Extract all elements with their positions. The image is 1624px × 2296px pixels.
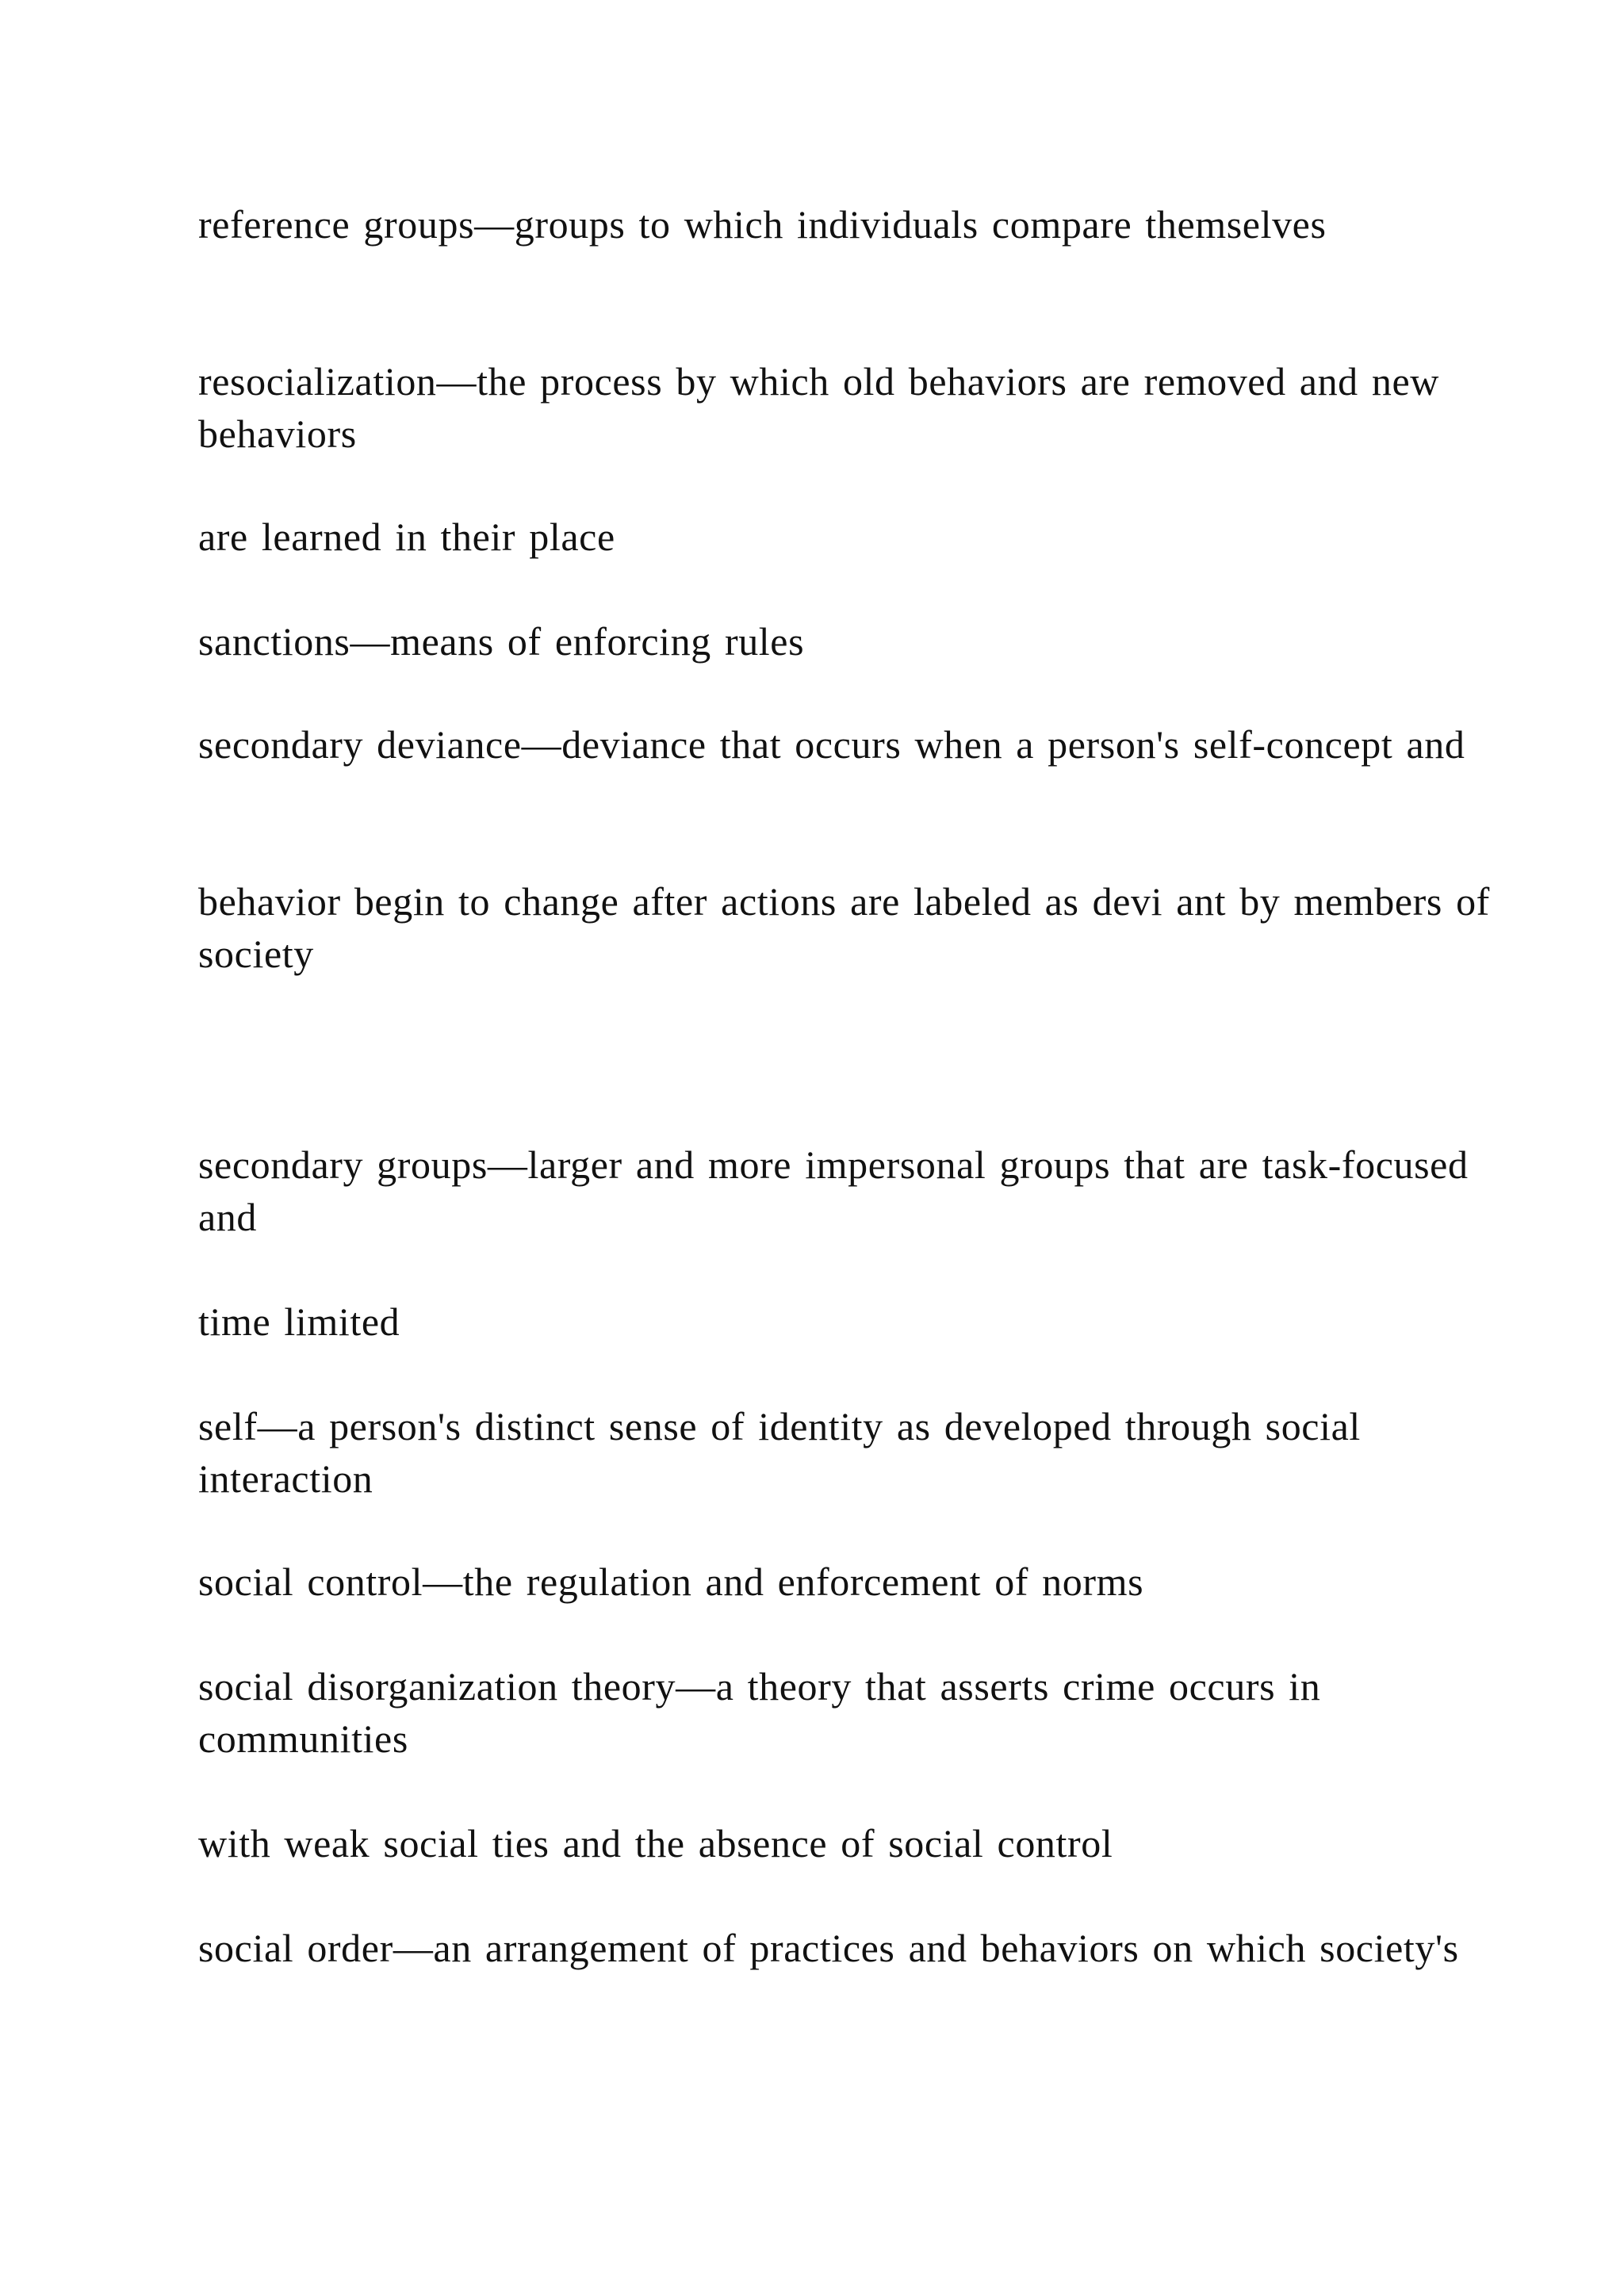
- paragraph-resocialization: resocialization—the process by which old behaviors are removed and new behaviors: [198, 359, 1439, 456]
- paragraph-social-order: social order—an arrangement of practices and behaviors on which society's: [198, 1926, 1459, 1970]
- paragraph-secondary-deviance-cont: behavior begin to change after actions are labeled as devi ant by members of society: [198, 879, 1490, 976]
- paragraph-sanctions: sanctions—means of enforcing rules: [198, 619, 805, 664]
- paragraph-secondary-groups-cont: time limited: [198, 1299, 400, 1344]
- paragraph-social-disorganization-cont: with weak social ties and the absence of social control: [198, 1821, 1113, 1866]
- paragraph-secondary-groups: secondary groups—larger and more impersonal groups that are task-focused and: [198, 1142, 1469, 1239]
- paragraph-resocialization-cont: are learned in their place: [198, 515, 615, 559]
- paragraph-reference-groups: reference groups—groups to which individuals compare themselves: [198, 202, 1327, 247]
- paragraph-social-control: social control—the regulation and enforcement of norms: [198, 1559, 1144, 1604]
- paragraph-secondary-deviance: secondary deviance—deviance that occurs when a person's self-concept and: [198, 722, 1465, 767]
- paragraph-social-disorganization: social disorganization theory—a theory that asserts crime occurs in communities: [198, 1664, 1321, 1761]
- paragraph-self: self—a person's distinct sense of identity as developed through social interaction: [198, 1404, 1361, 1501]
